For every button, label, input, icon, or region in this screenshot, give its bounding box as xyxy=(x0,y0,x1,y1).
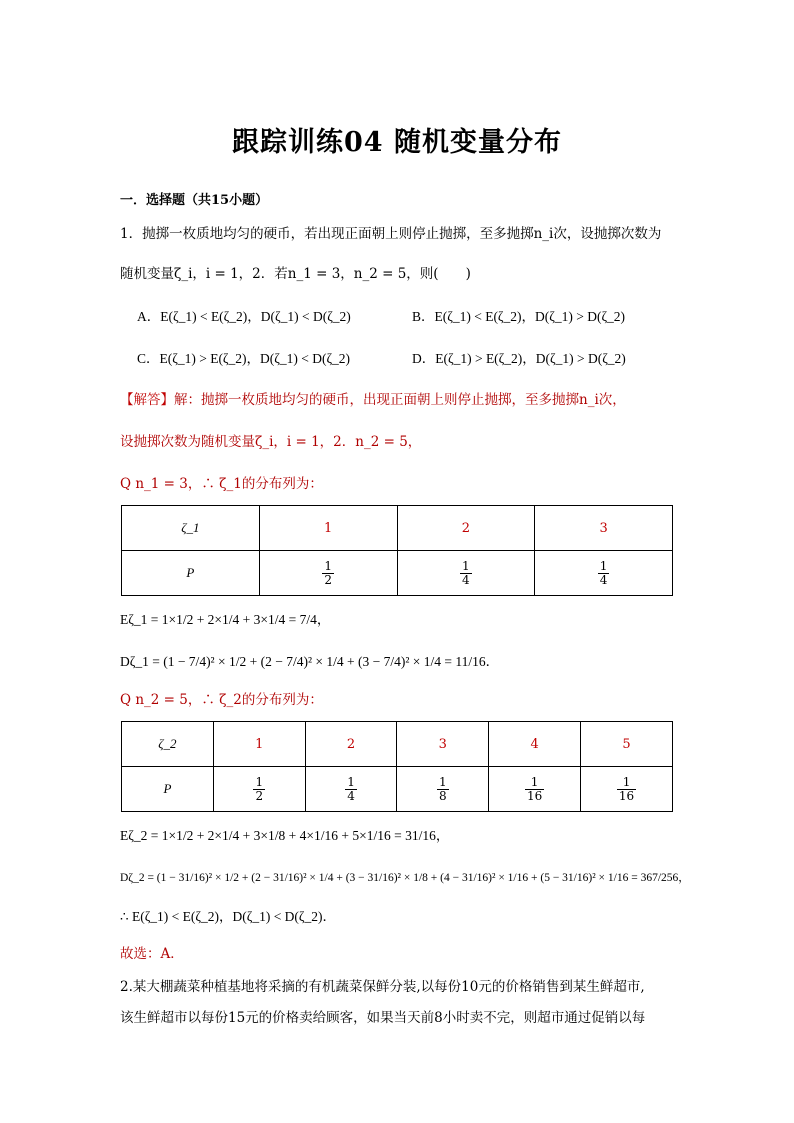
answer-intro: 解：抛掷一枚质地均匀的硬币，出现正面朝上则停止抛掷，至多抛掷n_i次， xyxy=(174,392,626,408)
q1-option-d: D．E(ζ_1) > E(ζ_2)，D(ζ_1) > D(ζ_2) xyxy=(412,351,626,366)
distribution-table-1 xyxy=(121,505,673,596)
q1-option-b: B．E(ζ_1) < E(ζ_2)，D(ζ_1) > D(ζ_2) xyxy=(412,309,626,324)
table-cell-x: 3 xyxy=(535,506,673,551)
answer-intro-2: 设抛掷次数为随机变量ζ_i，i = 1，2．n_2 = 5， xyxy=(120,434,422,450)
table-cell-p-label: P xyxy=(122,551,260,596)
answer-tag: 【解答】 xyxy=(120,392,174,408)
q1-option-a: A．E(ζ_1) < E(ζ_2)，D(ζ_1) < D(ζ_2) xyxy=(137,309,351,324)
table-cell-p-label: P xyxy=(122,767,214,812)
table-cell-p xyxy=(397,767,489,812)
variance-2: Dζ_2 = (1 − 31/16)² × 1/2 + (2 − 31/16)² × 1/4 + (3 − 31/16)² × 1/8 + (4 − 31/16)² × 1/16 + (5 − 31/16)² × 1/16 = 367/256， xyxy=(120,872,690,884)
table-cell-x: 1 xyxy=(259,506,397,551)
table-row xyxy=(122,551,673,596)
table-row xyxy=(122,722,673,767)
page-title: 跟踪训练04 随机变量分布 xyxy=(232,127,562,158)
table-cell-var: ζ_2 xyxy=(122,722,214,767)
table-cell-p xyxy=(535,551,673,596)
q2-line2: 该生鲜超市以每份15元的价格卖给顾客，如果当天前8小时卖不完，则超市通过促销以每 xyxy=(120,1010,646,1026)
table-cell-x: 2 xyxy=(397,506,535,551)
fraction: $\frac{1}{4}$ xyxy=(347,774,355,803)
fraction: $\frac{1}{8}$ xyxy=(438,774,447,803)
since-n2: Q n_2 = 5，∴ ζ_2的分布列为： xyxy=(120,692,323,708)
fraction: $\frac{1}{4}$ xyxy=(599,558,608,587)
table-cell-x: 3 xyxy=(397,722,489,767)
table-cell-var: ζ_1 xyxy=(122,506,260,551)
q1-line1: 1．抛掷一枚质地均匀的硬币，若出现正面朝上则停止抛掷，至多抛掷n_i次，设抛掷次数为 xyxy=(120,226,662,242)
table-cell-x: 1 xyxy=(213,722,305,767)
expectation-1: Eζ_1 = 1×1/2 + 2×1/4 + 3×1/4 = 7/4， xyxy=(120,612,331,627)
fraction: $\frac{1}{16}$ xyxy=(526,774,543,803)
choose-answer: 故选：A． xyxy=(120,946,184,962)
q1-option-c: C．E(ζ_1) > E(ζ_2)，D(ζ_1) < D(ζ_2) xyxy=(137,351,351,366)
fraction: $\frac{1}{2}$ xyxy=(324,558,332,587)
q1-line2: 随机变量ζ_i，i = 1，2．若n_1 = 3，n_2 = 5，则( ) xyxy=(120,266,471,282)
table-cell-p xyxy=(397,551,535,596)
variance-1: Dζ_1 = (1 − 7/4)² × 1/2 + (2 − 7/4)² × 1/4 + (3 − 7/4)² × 1/4 = 11/16． xyxy=(120,654,500,669)
table-cell-p xyxy=(259,551,397,596)
table-row xyxy=(122,767,673,812)
conclusion: ∴ E(ζ_1) < E(ζ_2)，D(ζ_1) < D(ζ_2)． xyxy=(120,909,337,924)
table-cell-p xyxy=(213,767,305,812)
table-cell-x: 5 xyxy=(581,722,673,767)
table-cell-p xyxy=(305,767,397,812)
since-n1: Q n_1 = 3，∴ ζ_1的分布列为： xyxy=(120,476,323,492)
q2-line1: 2.某大棚蔬菜种植基地将采摘的有机蔬菜保鲜分装,以每份10元的价格销售到某生鲜超市, xyxy=(120,979,645,995)
distribution-table-2 xyxy=(121,721,673,812)
fraction: $\frac{1}{16}$ xyxy=(618,774,635,803)
expectation-2: Eζ_2 = 1×1/2 + 2×1/4 + 3×1/8 + 4×1/16 + 5×1/16 = 31/16， xyxy=(120,828,450,843)
table-cell-x: 4 xyxy=(489,722,581,767)
table-row xyxy=(122,506,673,551)
answer-intro-line xyxy=(120,390,626,410)
section-heading: 一．选择题（共15小题） xyxy=(120,193,269,208)
table-cell-p xyxy=(489,767,581,812)
table-cell-p xyxy=(581,767,673,812)
table-cell-x: 2 xyxy=(305,722,397,767)
fraction: $\frac{1}{4}$ xyxy=(462,558,470,587)
fraction: $\frac{1}{2}$ xyxy=(255,774,264,803)
